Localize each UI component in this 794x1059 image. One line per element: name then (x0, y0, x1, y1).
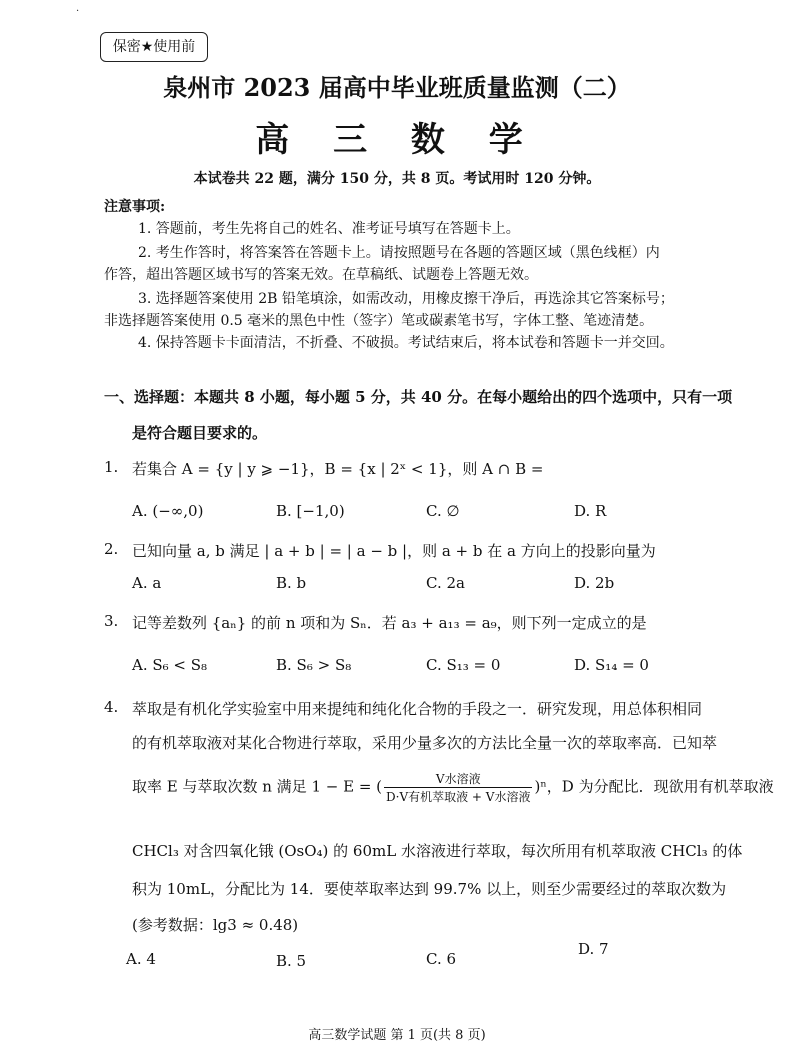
question-line: 的有机萃取液对某化合物进行萃取，采用少量多次的方法比全量一次的萃取率高．已知萃 (132, 734, 718, 752)
question-stem: 已知向量 a, b 满足 | a + b | = | a − b |，则 a + b 在 a 方向上的投影向量为 (132, 542, 656, 560)
page-footer: 高三数学试题 第 1 页(共 8 页) (308, 1028, 486, 1043)
note-line: 3. 选择题答案使用 2B 铅笔填涂，如需改动，用橡皮擦干净后，再选涂其它答案标号； (138, 291, 674, 307)
option-a: A. (−∞,0) (132, 502, 204, 520)
option-a: A. 4 (126, 950, 156, 968)
question-number: 4. (104, 698, 119, 716)
option-c: C. 6 (426, 950, 457, 968)
option-b: B. 5 (276, 952, 307, 970)
question-line: 萃取是有机化学实验室中用来提纯和纯化化合物的手段之一．研究发现，用总体积相同 (132, 700, 703, 718)
scan-mark: · (76, 6, 80, 17)
question-number: 2. (104, 540, 119, 558)
fraction-denominator: D·V有机萃取液 + V水溶液 (386, 790, 531, 804)
fraction-numerator: V水溶液 (384, 770, 532, 788)
formula-prefix: 取率 E 与萃取次数 n 满足 1 − E = ( (132, 777, 383, 796)
notes-heading: 注意事项: (104, 199, 166, 215)
note-line: 非选择题答案使用 0.5 毫米的黑色中性（签字）笔或碳素笔书写，字体工整、笔迹清楚。 (104, 313, 654, 329)
question-stem: 若集合 A = {y | y ⩾ −1}，B = {x | 2ˣ < 1}，则 A ∩ B = (132, 460, 544, 478)
option-a: A. S₆ < S₈ (132, 656, 208, 674)
question-number: 3. (104, 612, 119, 630)
question-number: 1. (104, 458, 119, 476)
exam-title: 泉州市 2023 届高中毕业班质量监测（二） (163, 73, 631, 102)
section-heading-cont: 是符合题目要求的。 (132, 424, 268, 442)
option-c: C. 2a (426, 574, 465, 592)
option-c: C. S₁₃ = 0 (426, 656, 501, 674)
question-line: CHCl₃ 对含四氧化锇 (OsO₄) 的 60mL 水溶液进行萃取，每次所用有机萃取液 CHCl₃ 的体 (132, 842, 743, 860)
note-line: 4. 保持答题卡卡面清洁，不折叠、不破损。考试结束后，将本试卷和答题卡一并交回。 (138, 335, 674, 351)
section-heading: 一、选择题：本题共 8 小题，每小题 5 分，共 40 分。在每小题给出的四个选项中，只有一项 (104, 388, 733, 406)
fraction (384, 770, 532, 805)
option-d: D. 2b (574, 574, 615, 592)
question-line: (参考数据：lg3 ≈ 0.48) (132, 916, 299, 934)
question-stem: 记等差数列 {aₙ} 的前 n 项和为 Sₙ．若 a₃ + a₁₃ = a₉，则下列一定成立的是 (132, 614, 647, 632)
formula-suffix: )ⁿ，D 为分配比．现欲用有机萃取液 (534, 777, 774, 796)
option-b: B. [−1,0) (276, 502, 345, 520)
option-a: A. a (132, 574, 162, 592)
option-d: D. 7 (578, 940, 609, 958)
question-line-formula (132, 770, 774, 805)
note-line: 1. 答题前，考生先将自己的姓名、准考证号填写在答题卡上。 (138, 221, 520, 237)
option-c: C. ∅ (426, 502, 460, 520)
exam-info: 本试卷共 22 题，满分 150 分，共 8 页。考试用时 120 分钟。 (193, 171, 601, 187)
subject-title: 高 三 数 学 (255, 120, 539, 160)
question-line: 积为 10mL，分配比为 14．要使萃取率达到 99.7% 以上，则至少需要经过的萃取次数为 (132, 880, 727, 898)
option-b: B. S₆ > S₈ (276, 656, 352, 674)
confidential-stamp: 保密★使用前 (100, 32, 208, 62)
option-d: D. R (574, 502, 607, 520)
note-line: 作答，超出答题区域书写的答案无效。在草稿纸、试题卷上答题无效。 (104, 267, 538, 283)
option-b: B. b (276, 574, 307, 592)
note-line: 2. 考生作答时，将答案答在答题卡上。请按照题号在各题的答题区域（黑色线框）内 (138, 245, 660, 261)
option-d: D. S₁₄ = 0 (574, 656, 649, 674)
